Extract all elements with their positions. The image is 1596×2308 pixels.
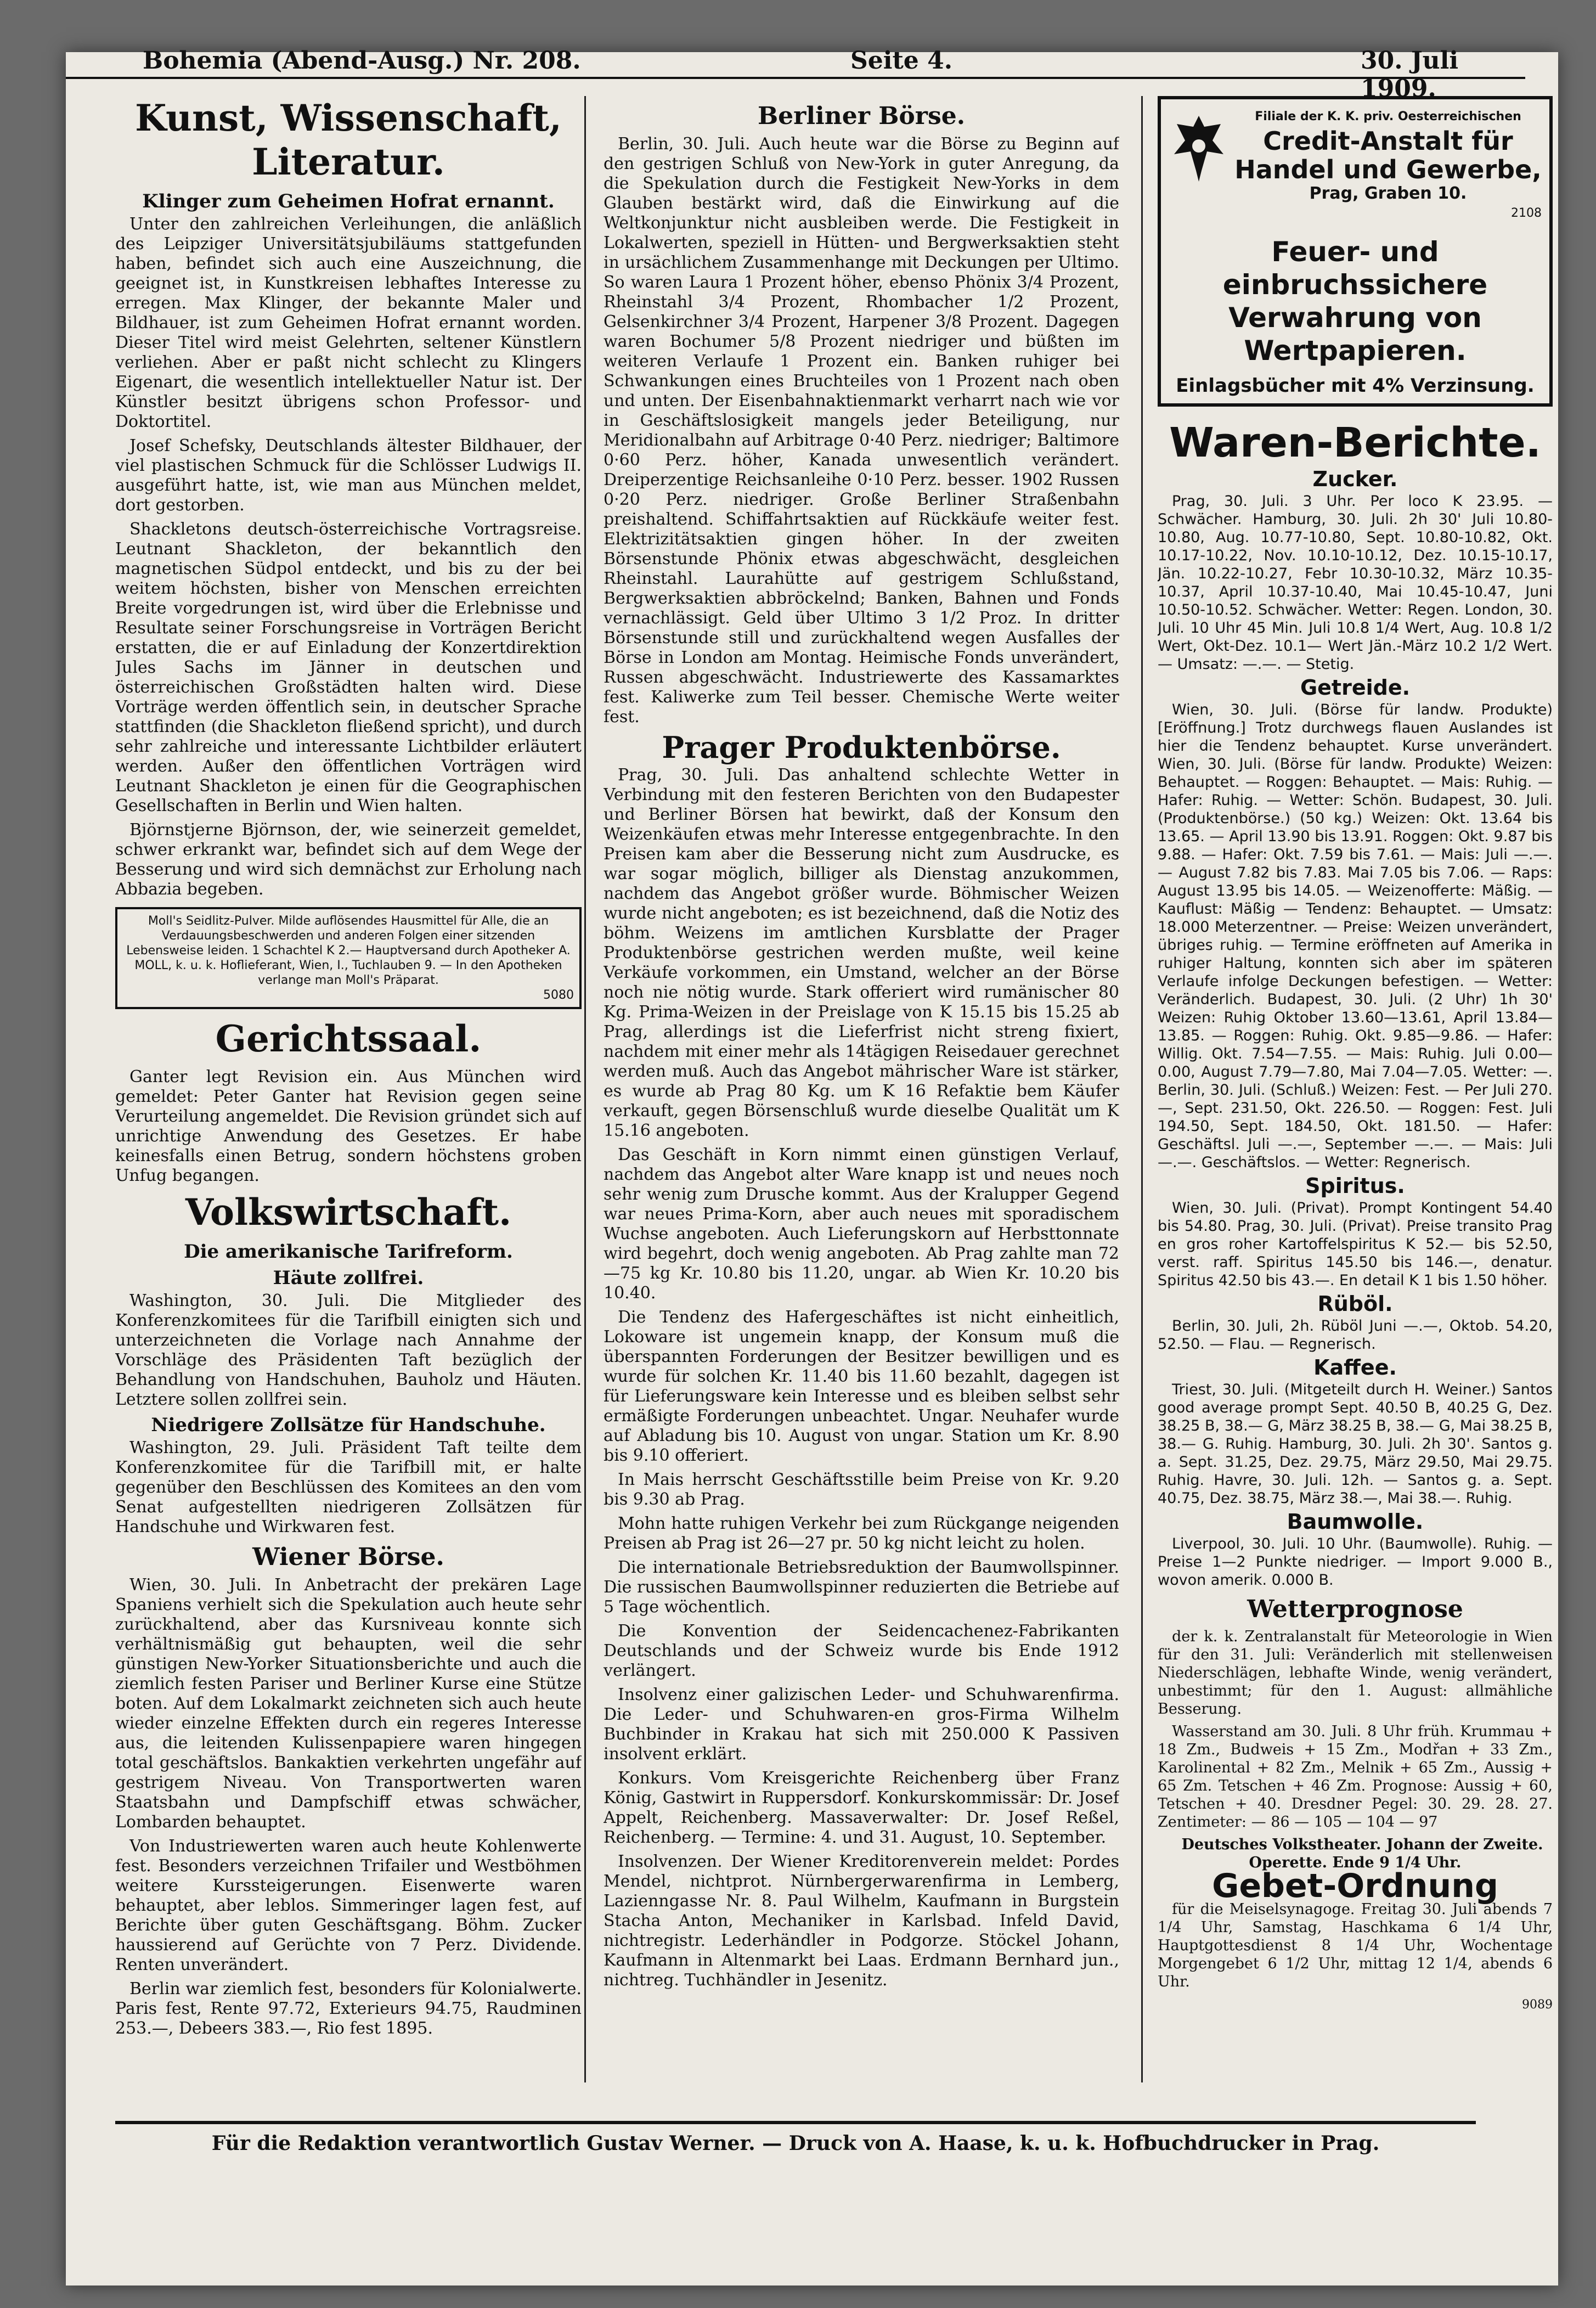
header-center: Seite 4. (850, 47, 953, 75)
article-text: Insolvenz einer galizischen Leder- und Schuhwarenfirma. Die Leder- und Schuhwaren-en gros-Firma Wilhelm Buchbinder in Krakau hat sich mit 250.000 K Passiven insolvent erklärt. (604, 1685, 1119, 1764)
section-heading: Waren-Berichte. (1169, 419, 1541, 466)
column-rule (584, 96, 586, 2082)
bank-advertisement (1158, 96, 1553, 407)
column-right (1158, 96, 1553, 2082)
article-text: Berlin war ziemlich fest, besonders für Kolonialwerte. Paris fest, Rente 97.72, Exterieurs 94.75, Raudminen 253.—, Debeers 383.—, Rio fest 1895. (115, 1979, 582, 2038)
subsection-heading: Spiritus. (1305, 1174, 1405, 1198)
article-text: Wien, 30. Juli. In Anbetracht der prekären Lage Spaniens verhielt sich die Spekulation auch heute sehr zurückhaltend, aber das Kursniveau konnte sich verhältnismäßig gut behaupten, weil die sehr günstigen New-Yorker Situationsberichte und auch die ziemlich festen Pariser und Berliner Kurse eine Stütze boten. Auf dem Lokalmarkt zeichneten sich auch heute wieder einzelne Effekten durch ein regeres Interesse aus, die leitenden Kulissenpapiere waren hingegen total geschäftslos. Bankaktien verkehrten ungefähr auf gestrigem Niveau. Von Transportwerten waren Staatsbahn und Dampfschiff etwas schwächer, Lombarden behauptet. (115, 1575, 582, 1832)
report-text: Prag, 30. Juli. 3 Uhr. Per loco K 23.95. — Schwächer. Hamburg, 30. Juli. 2h 30' Juli 10.80-10.80, Aug. 10.77-10.80, Sept. 10.80-10.82, Okt. 10.17-10.22, Nov. 10.10-10.12, Dez. 10.15-10.17, Jän. 10.22-10.27, Febr 10.30-10.32, März 10.35-10.37, April 10.37-10.40, Mai 10.45-10.47, Juni 10.50-10.52. Schwächer. Wetter: Regen. London, 30. Juli. 10 Uhr 45 Min. Juli 10.8 1/4 Wert, Aug. 10.8 1/2 Wert, Okt-Dez. 10.1— Wert Jän.-März 10.2 1/2 Wert. — Umsatz: —.—. — Stetig. (1158, 493, 1553, 673)
article-text: Die Tendenz des Hafergeschäftes ist nicht einheitlich, Lokoware ist ungemein knapp, der Konsum muß die überspannten Forderungen der Besitzer bewilligen und es wurde für solchen Kr. 11.40 bis 11.60 bezahlt, dagegen ist für Lieferungsware kein Interesse und es bleiben selbst sehr ermäßigte Forderungen unbeachtet. Ungar. Neuhafer wurde auf Abladung bis 10. August von ungar. Station um Kr. 8.90 bis 9.10 offeriert. (604, 1308, 1119, 1465)
report-text: Liverpool, 30. Juli. 10 Uhr. (Baumwolle). Ruhig. — Preise 1—2 Punkte niedriger. — Import 9.000 B., wovon amerik. 0.000 B. (1158, 1535, 1553, 1589)
article-text: In Mais herrscht Geschäftsstille beim Preise von Kr. 9.20 bis 9.30 ab Prag. (604, 1470, 1119, 1509)
report-text: Triest, 30. Juli. (Mitgeteilt durch H. Weiner.) Santos good average prompt Sept. 40.50 B, 40.25 G, Dez. 38.25 B, 38.— G, März 38.25 B, 38.— G, Mai 38.25 B, 38.— G. Ruhig. Hamburg, 30. Juli. 2h 30'. Santos g. a. Sept. 31.25, Dez. 29.75, März 29.50, Mai 29.75. Ruhig. Havre, 30. Juli. 12h. — Santos g. a. Sept. 40.75, Dez. 38.75, März 38.—, Mai 38.—. Ruhig. (1158, 1381, 1553, 1507)
header-left: Bohemia (Abend-Ausg.) Nr. 208. (143, 47, 581, 75)
imprint-footer: Für die Redaktion verantwortlich Gustav Werner. — Druck von A. Haase, k. u. k. Hofbuchdrucker in Prag. (115, 2121, 1476, 2155)
subsection-heading: Gebet-Ordnung (1212, 1867, 1498, 1905)
article-text: Ganter legt Revision ein. Aus München wird gemeldet: Peter Ganter hat Revision gegen seine Verurteilung angemeldet. Die Revision gründet sich auf unrichtige Anwendung des Gesetzes. Er habe keinesfalls einen Betrug, sondern höchstens groben Unfug begangen. (115, 1067, 582, 1185)
subsection-heading: Zucker. (1312, 467, 1398, 491)
column-middle (604, 96, 1119, 2082)
article-title: Berliner Börse. (757, 102, 966, 130)
article-text: Von Industriewerten waren auch heute Kohlenwerte fest. Besonders verzeichnen Trifailer und Westböhmen weitere Kurssteigerungen. Eisenwerte waren behauptet, aber leblos. Simmeringer lagen fest, auf Berichte über guten Geschäftsgang. Böhm. Zucker haussierend auf Gerüchte von 7 Perz. Dividende. Renten unverändert. (115, 1837, 582, 1974)
subsection-heading: Getreide. (1300, 675, 1411, 700)
article-text: Die Konvention der Seidencachenez-Fabrikanten Deutschlands und der Schweiz wurde bis Ende 1912 verlängert. (604, 1622, 1119, 1680)
column-rule (1141, 96, 1143, 2082)
section-heading: Kunst, Wissenschaft, Literatur. (135, 97, 562, 183)
advertisement (115, 907, 582, 1009)
page-header (66, 38, 1525, 103)
article-text: Shackletons deutsch-österreichische Vortragsreise. Leutnant Shackleton, der bekanntlich den magnetischen Südpol entdeckt, und bis zu der bei weitem höchsten, bisher von Menschen erreichten Breite vorgedrungen ist, wird über die Erlebnisse und Resultate seiner Forschungsreise in Vorträgen Bericht erstatten, die er auf Einladung der Konzertdirektion Jules Sachs im Jänner in deutschen und österreichischen Großstädten halten wird. Diese Vorträge werden öffentlich sein, in deutscher Sprache stattfinden (die Shackleton fließend spricht), und durch sehr zahlreiche und interessante Lichtbilder erläutert werden. Außer den öffentlichen Vorträgen wird Leutnant Shackleton je einen für die Geographischen Gesellschaften in Berlin und Wien halten. (115, 520, 582, 815)
subsection-heading: Baumwolle. (1287, 1510, 1424, 1534)
article-title: Die amerikanische Tarifreform. (184, 1241, 513, 1263)
report-text: Wien, 30. Juli. (Börse für landw. Produkte) [Eröffnung.] Trotz durchwegs flauen Auslandes ist hier die Tendenz behauptet. Kurse unverändert. Wien, 30. Juli. (Börse für landw. Produkte) Weizen: Behauptet. — Roggen: Behauptet. — Mais: Ruhig. — Hafer: Ruhig. — Wetter: Schön. Budapest, 30. Juli. (Produktenbörse.) (50 kg.) Weizen: Okt. 13.64 bis 13.65. — April 13.90 bis 13.91. Roggen: Okt. 9.87 bis 9.88. — Hafer: Okt. 7.59 bis 7.61. — Mais: Juli —.—. — August 7.82 bis 7.83. Mai 7.05 bis 7.06. — Raps: August 13.95 bis 14.05. — Weizenofferte: Mäßig. — Kauflust: Mäßig — Tendenz: Behauptet. — Umsatz: 18.000 Meterzentner. — Preise: Weizen unverändert, übriges ruhig. — Termine eröffneten auf Amerika in ruhiger Haltung, konnten sich aber im späteren Verlaufe infolge Deckungen befestigen. — Wetter: Veränderlich. Budapest, 30. Juli. (2 Uhr) 1h 30' Weizen: Ruhig Oktober 13.60—13.61, April 13.84—13.85. — Roggen: Ruhig. Okt. 9.85—9.86. — Hafer: Willig. Okt. 7.54—7.55. — Mais: Ruhig. Juli 0.00—0.00, August 7.79—7.80, Mai 7.04—7.05. Wetter: —. Berlin, 30. Juli. (Schluß.) Weizen: Fest. — Per Juli 270.—, Sept. 231.50, Okt. 226.50. — Roggen: Fest. Juli 194.50, Sept. 184.50, Okt. 181.50. — Hafer: Geschäftsl. Juli —.—, September —.—. — Mais: Juli —.—. Geschäftslos. — Wetter: Regnerisch. (1158, 701, 1553, 1171)
theater-notice: Deutsches Volkstheater. Johann der Zweite. Operette. Ende 9 1/4 Uhr. (1181, 1836, 1543, 1871)
ad-line: Einlagsbücher mit 4% Verzinsung. (1176, 375, 1535, 397)
ad-line: Credit-Anstalt für Handel und Gewerbe, (1234, 126, 1542, 184)
section-heading: Gerichtssaal. (215, 1017, 482, 1060)
article-subtitle: Häute zollfrei. (273, 1267, 424, 1289)
eagle-emblem-icon (1169, 110, 1229, 187)
column-left (115, 96, 582, 2082)
ad-code: 9089 (1522, 1998, 1553, 2012)
article-text: Unter den zahlreichen Verleihungen, die anläßlich des Leipziger Universitätsjubiläums stattgefunden haben, befindet sich auch eine Auszeichnung, die geeignet ist, in Kunstkreisen lebhaftes Interesse zu erregen. Max Klinger, der bekannte Maler und Bildhauer, ist zum Geheimen Hofrat ernannt worden. Dieser Titel wird meist Gelehrten, seltener Künstlern verliehen. Aber er paßt nicht schlecht zu Klingers Eigenart, die wesentlich intellektueller Natur ist. Der Künstler besitzt übrigens schon Professor- und Doktortitel. (115, 215, 582, 431)
article-text: Mohn hatte ruhigen Verkehr bei zum Rückgange neigenden Preisen ab Prag ist 26—27 pr. 50 kg nicht leicht zu holen. (604, 1514, 1119, 1553)
article-text: Washington, 29. Juli. Präsident Taft teilte dem Konferenzkomitee für die Tarifbill mit, er halte gegenüber den Beschlüssen des Komitees an den vom Senat aufgestellten niedrigeren Zollsätzen für Handschuhe und Wirkwaren fest. (115, 1438, 582, 1536)
article-text: Josef Schefsky, Deutschlands ältester Bildhauer, der viel plastischen Schmuck für die Schlösser Ludwigs II. ausgeführt hatte, ist, wie man aus München meldet, dort gestorben. (115, 436, 582, 515)
ad-line: Prag, Graben 10. (1309, 184, 1467, 203)
report-text: Wasserstand am 30. Juli. 8 Uhr früh. Krummau + 18 Zm., Budweis + 15 Zm., Modřan + 33 Zm., Karolinental + 82 Zm., Melnik + 65 Zm., Aussig + 65 Zm. Tetschen + 46 Zm. Prognose: Aussig + 60, Tetschen + 40. Dresdner Pegel: 30. 29. 28. 27. Zentimeter: — 86 — 105 — 104 — 97 (1158, 1723, 1553, 1831)
article-text: Insolvenzen. Der Wiener Kreditorenverein meldet: Pordes Mendel, nichtprot. Nürnbergerwarenfirma in Lemberg, Lazienngasse Nr. 8. Paul Wilhelm, Kaufmann in Burgstein Stacha Anton, Mechaniker in Karlsbad. Infeld David, nichtregistr. Lederhändler in Podgorze. Stöckel Johann, Kaufmann in Altenmarkt bei Laas. Erdmann Bernhard jun., nichtreg. Tuchhändler in Jesenitz. (604, 1852, 1119, 1990)
article-text: Das Geschäft in Korn nimmt einen günstigen Verlauf, nachdem das Angebot alter Ware knapp ist und neues noch sehr wenig zum Drusche kommt. Aus der Kralupper Gegend war neues Prima-Korn, aber auch neues mit sporadischem Wuchse angeboten. Auch Lieferungskorn auf Herbsttonnate wird begehrt, doch wenig angeboten. Ab Prag zahlte man 72—75 kg Kr. 10.80 bis 11.20, ungar. ab Wien Kr. 10.20 bis 10.40. (604, 1145, 1119, 1303)
ad-code: 2108 (1511, 206, 1542, 220)
article-title: Wiener Börse. (252, 1543, 444, 1571)
report-text: für die Meiselsynagoge. Freitag 30. Juli abends 7 1/4 Uhr, Samstag, Haschkama 6 1/4 Uhr, Hauptgottesdienst 8 1/4 Uhr, Wochentage Morgengebet 6 1/2 Uhr, mittag 12 1/4, abends 6 Uhr. (1158, 1901, 1553, 1990)
article-text: Prag, 30. Juli. Das anhaltend schlechte Wetter in Verbindung mit den festeren Berichten von den Budapester und Berliner Börsen hat bewirkt, daß der Konsum den Weizenkäufen etwas mehr Interesse entgegenbrachte. In den Preisen kam aber die Besserung nicht zum Ausdrucke, es war sogar möglich, billiger als Dienstag anzukommen, nachdem das Angebot größer wurde. Böhmischer Weizen wurde nicht angeboten; es ist bezeichnend, daß die Notiz des böhm. Weizens im amtlichen Kursblatte der Prager Produktenbörse gestrichen werden mußte, weil keine Verkäufe vorkommen, ein Umstand, welcher an der Börse noch nie nötig wurde. Stark offeriert wird rumänischer 80 Kg. Prima-Weizen in der Preislage von K 15.15 bis 15.25 ab Prag, allerdings ist die Lieferfrist nicht streng fixiert, nachdem mit einer mehr als 14tägigen Reisedauer gerechnet werden muß. Auch das Angebot mährischer Ware ist stärker, es wurde ab Prag 80 Kg. um K 16 Refaktie bem Käufer verkauft, gegen Börsenschluß wurde dieselbe Qualität um K 15.16 angeboten. (604, 765, 1119, 1140)
ad-line: Feuer- und einbruchssichere Verwahrung von Wertpapieren. (1222, 236, 1488, 367)
article-text: Washington, 30. Juli. Die Mitglieder des Konferenzkomitees für die Tarifbill einigten sich und unterzeichneten die Vorlage nach Annahme der Vorschläge des Präsidenten Taft bezüglich der Behandlung von Handschuhen, Bauholz und Häuten. Letztere sollen zollfrei sein. (115, 1291, 582, 1409)
article-title: Prager Produktenbörse. (662, 730, 1061, 765)
article-title: Klinger zum Geheimen Hofrat ernannt. (142, 190, 555, 212)
article-text: Berlin, 30. Juli. Auch heute war die Börse zu Beginn auf den gestrigen Schluß von New-York in guter Anregung, da die Spekulation durch die Festigkeit New-Yorks in dem Glauben bestärkt wird, daß die Einwirkung auf die Weltkonjunktur nicht ausbleiben werde. Die Festigkeit in Lokalwerten, speziell in Hütten- und Bergwerksaktien steht in ursächlichem Zusammenhange mit Deckungen per Ultimo. So waren Laura 1 Prozent höher, ebenso Phönix 3/4 Prozent, Rheinstahl 3/4 Prozent, Rhombacher 1/2 Prozent, Gelsenkirchner 3/4 Prozent, Harpener 3/8 Prozent. Dagegen waren Bochumer 5/8 Prozent niedriger und büßten im weiteren Verlaufe 1 Prozent ein. Banken ruhiger bei Schwankungen eines Bruchteiles von 1 Prozent nach oben und unten. Der Eisenbahnaktienmarkt verharrt nach wie vor in Geschäftslosigkeit mangels jeder Beteiligung, nur Meridionalbahn auf Arbitrage 0·40 Perz. niedriger; Baltimore 0·60 Perz. höher, Kanada unwesentlich verändert. Dreiperzentige Reichsanleihe 0·10 Perz. besser. 1902 Russen 0·20 Perz. niedriger. Große Berliner Straßenbahn preishaltend. Schiffahrtsaktien auf Rückkäufe weiter fest. Elektrizitätsaktien gingen höher. In der zweiten Börsenstunde Phönix etwas abgeschwächt, desgleichen Rheinstahl. Laurahütte auf gestrigem Schlußstand, Bergwerksaktien abbröckelnd; Banken, Bahnen und Fonds vernachlässigt. Geld über Ultimo 3 1/2 Proz. In dritter Börsenstunde still und zurückhaltend wegen Ausfalles der Börse in London am Montag. Heimische Fonds unverändert, Russen abgeschwächt. Industriewerte des Kassamarktes fest. Kaliwerke zum Teil besser. Chemische Werte weiter fest. (604, 134, 1119, 727)
article-text: Die internationale Betriebsreduktion der Baumwollspinner. Die russischen Baumwollspinner reduzierten die Betriebe auf 5 Tage wöchentlich. (604, 1558, 1119, 1617)
article-text: Konkurs. Vom Kreisgerichte Reichenberg über Franz König, Gastwirt in Ruppersdorf. Konkurskommissär: Dr. Josef Appelt, Reichenberg. Massaverwalter: Dr. Josef Reßel, Reichenberg. — Termine: 4. und 31. August, 10. September. (604, 1769, 1119, 1847)
subsection-heading: Rüböl. (1317, 1292, 1393, 1316)
report-text: der k. k. Zentralanstalt für Meteorologie in Wien für den 31. Juli: Veränderlich mit stellenweisen Niederschlägen, lebhafte Winde, wenig verändert, unbestimmt; für den 1. August: allmähliche Besserung. (1158, 1628, 1553, 1718)
ad-text: Moll's Seidlitz-Pulver. Milde auflösendes Hausmittel für Alle, die an Verdauungsbeschwerden und anderen Folgen einer sitzenden Lebensweise leiden. 1 Schachtel K 2.— Hauptversand durch Apotheker A. MOLL, k. u. k. Hoflieferant, Wien, I., Tuchlauben 9. — In den Apotheken verlange man Moll's Präparat. (126, 914, 571, 987)
subsection-heading: Wetterprognose (1247, 1595, 1463, 1623)
report-text: Berlin, 30. Juli, 2h. Rüböl Juni —.—, Oktob. 54.20, 52.50. — Flau. — Regnerisch. (1158, 1318, 1553, 1353)
section-heading: Volkswirtschaft. (185, 1191, 512, 1234)
article-text: Björnstjerne Björnson, der, wie seinerzeit gemeldet, schwer erkrankt war, befindet sich auf dem Wege der Besserung und wird sich demnächst zur Erholung nach Abbazia begeben. (115, 820, 582, 899)
subsection-heading: Kaffee. (1313, 1355, 1397, 1380)
header-right: 30. Juli 1909. (1361, 47, 1459, 103)
ad-code: 5080 (543, 988, 574, 1002)
report-text: Wien, 30. Juli. (Privat). Prompt Kontingent 54.40 bis 54.80. Prag, 30. Juli. (Privat). Preise transito Prag en gros roher Kartoffelspiritus K 52.— bis 52.50, verst. raff. Spiritus 145.50 bis 146.—, denatur. Spiritus 42.50 bis 43.—. En detail K 1 bis 1.50 höher. (1158, 1200, 1553, 1289)
ad-line: Filiale der K. K. priv. Oesterreichischen (1255, 110, 1521, 123)
article-title: Niedrigere Zollsätze für Handschuhe. (151, 1414, 546, 1436)
